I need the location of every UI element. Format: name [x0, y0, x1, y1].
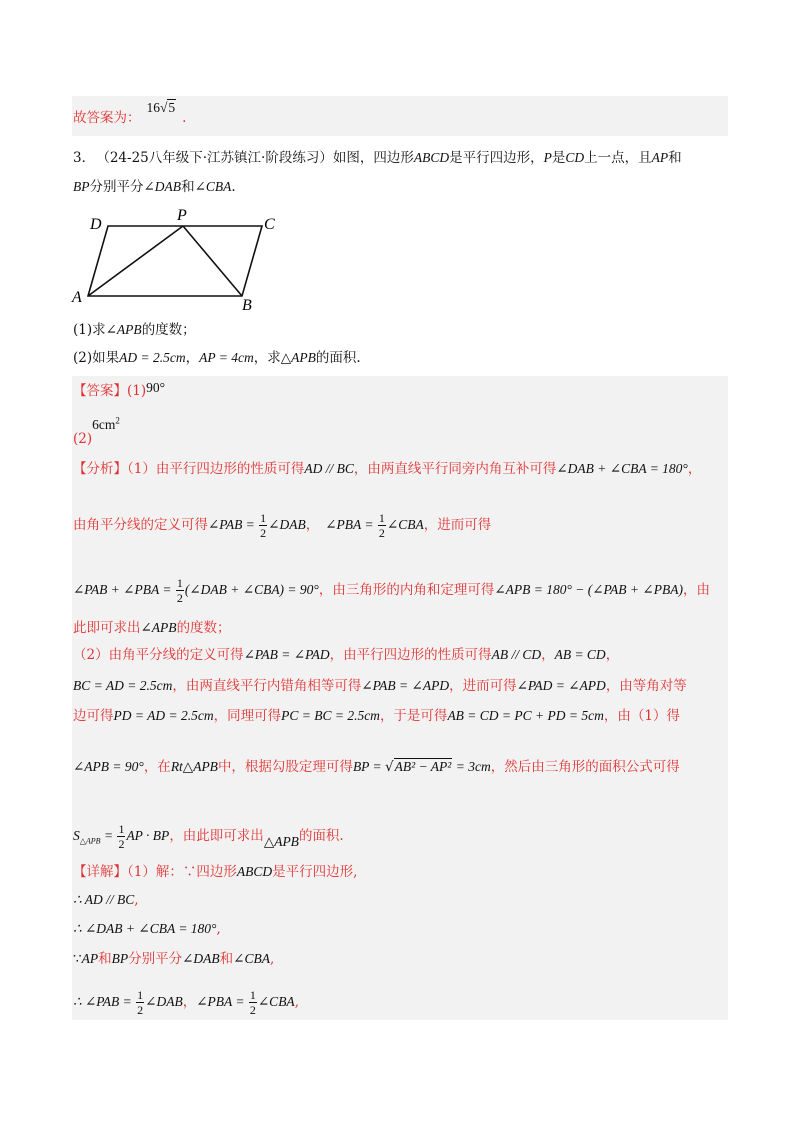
- part-1: (1)求∠APB的度数；: [73, 322, 196, 338]
- analysis-line-9: $S_{\triangle APB}$ = $\frac{1}{2}$ AP · BP，由此即可求出△APB的面积.: [73, 822, 344, 851]
- detail-line-1: 【详解】（1）解：∵四边形ABCD是平行四边形,: [73, 864, 358, 880]
- answer-line-1: 【答案】(1)90°: [73, 380, 166, 399]
- label-D: D: [90, 216, 102, 233]
- detail-line-4: ∵AP和BP分别平分∠DAB和∠CBA,: [73, 951, 275, 967]
- previous-answer-line: 故答案为：16√5.: [73, 100, 187, 126]
- analysis-line-5: （2）由角平分线的定义可得∠PAB = ∠PAD，由平行四边形的性质可得AB // CD，AB = CD，: [73, 647, 620, 663]
- answer-line-2: $(2)6cm^2$: [73, 415, 120, 447]
- analysis-line-2: 由角平分线的定义可得∠PAB = $\frac{1}{2}$ ∠DAB， ∠PBA = $\frac{1}{2}$ ∠CBA，进而可得: [73, 511, 492, 540]
- detail-line-3: ∴ ∠DAB + ∠CBA = 180°,: [73, 921, 221, 937]
- analysis-line-4: 此即可求出∠APB的度数；: [73, 620, 231, 636]
- part-2: (2)如果AD = 2.5cm，AP = 4cm，求△APB的面积.: [73, 350, 361, 366]
- analysis-line-7: 边可得PD = AD = 2.5cm，同理可得PC = BC = 2.5cm，于是可得AB = CD = PC + PD = 5cm，由（1）得: [73, 708, 680, 724]
- analysis-line-6: BC = AD = 2.5cm，由两直线平行内错角相等可得∠PAB = ∠APD，进而可得∠PAD = ∠APD，由等角对等: [73, 678, 687, 694]
- previous-answer-value: 16√5: [146, 100, 176, 115]
- question-line-2: BP分别平分∠DAB和∠CBA.: [73, 179, 236, 195]
- label-B: B: [242, 297, 252, 314]
- label-A: A: [72, 289, 82, 306]
- label-P: P: [177, 207, 187, 224]
- analysis-line-8: ∠APB = 90°，在Rt△APB中，根据勾股定理可得BP = √AB² − AP² = 3cm，然后由三角形的面积公式可得: [73, 759, 680, 775]
- label-C: C: [264, 216, 275, 233]
- parallelogram-figure: [70, 204, 290, 314]
- question-line-1: 3． （24-25八年级下·江苏镇江·阶段练习）如图，四边形ABCD是平行四边形，P是CD上一点，且AP和: [73, 150, 682, 166]
- detail-line-2: ∴ AD // BC,: [73, 892, 139, 908]
- detail-line-5: ∴ ∠PAB = $\frac{1}{2}$ ∠DAB，∠PBA = $\frac{1}{2}$ ∠CBA,: [73, 988, 299, 1017]
- analysis-line-1: 【分析】（1）由平行四边形的性质可得AD // BC，由两直线平行同旁内角互补可得∠DAB + ∠CBA = 180°，: [73, 461, 702, 477]
- analysis-line-3: ∠PAB + ∠PBA = $\frac{1}{2}$ (∠DAB + ∠CBA) = 90°，由三角形的内角和定理可得∠APB = 180° − (∠PAB + ∠PBA)，由: [73, 576, 710, 605]
